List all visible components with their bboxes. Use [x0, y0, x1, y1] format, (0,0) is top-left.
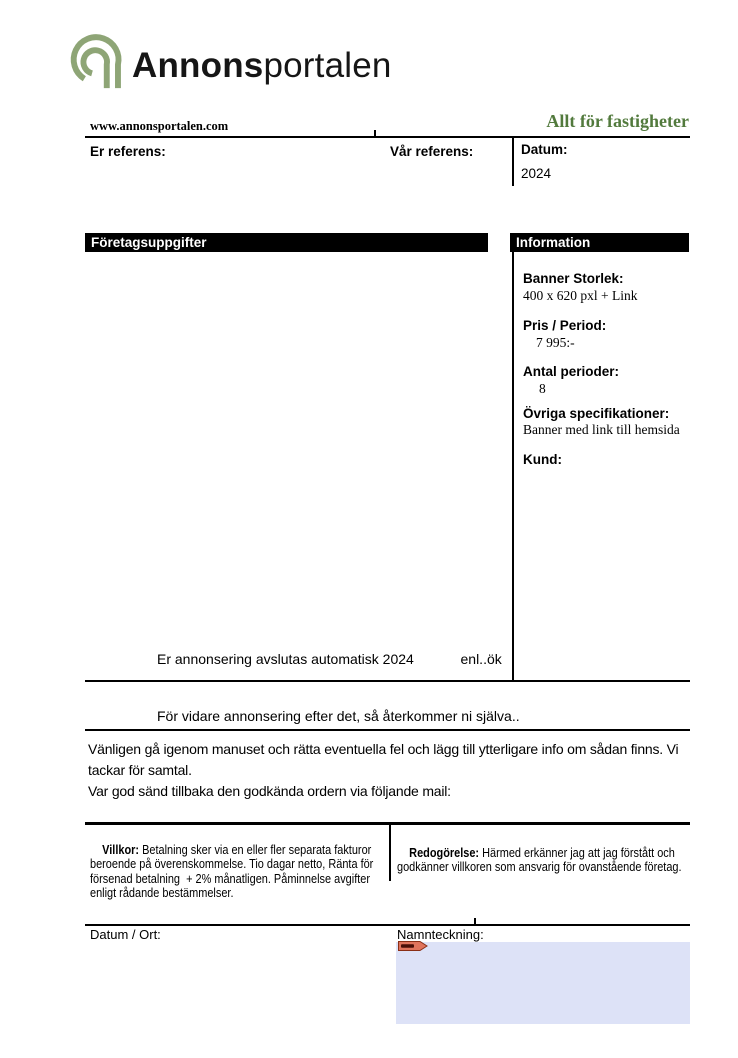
- website-url: www.annonsportalen.com: [90, 119, 229, 133]
- datum-ort-label: Datum / Ort:: [90, 927, 161, 942]
- signature-field[interactable]: [396, 942, 690, 1024]
- brand-wordmark-bold: Annons: [132, 46, 264, 85]
- datum-column-divider: [512, 136, 514, 186]
- sign-here-tag-text-blob: [401, 944, 414, 948]
- proofread-paragraph: Vänligen gå igenom manuset och rätta eventuella fel och lägg till ytterligare info om sådan finns. Vi tackar för samtal.: [88, 741, 679, 778]
- terms-top-rule: [85, 822, 690, 825]
- namnteckning-label: Namnteckning:: [397, 927, 484, 942]
- banner-storlek-label: Banner Storlek:: [523, 271, 624, 286]
- section-bar-foretagsuppgifter: [85, 233, 488, 252]
- header-rule: [85, 136, 690, 138]
- redogorelse-text: Härmed erkänner jag att jag förstått och godkänner villkoren som ansvarig för ovanstående företag.: [397, 845, 682, 875]
- pris-period-value: 7 995:-: [536, 335, 575, 350]
- brand-wordmark-rest: portalen: [263, 46, 392, 85]
- section-bar-information: [510, 233, 689, 252]
- signature-rule-tick: [474, 918, 476, 924]
- var-referens-label: Vår referens:: [390, 144, 474, 159]
- ovriga-specifikationer-label: Övriga specifikationer:: [523, 406, 670, 421]
- er-referens-label: Er referens:: [90, 144, 166, 159]
- antal-perioder-value: 8: [539, 381, 546, 396]
- kund-label: Kund:: [523, 452, 562, 467]
- villkor-label: Villkor:: [102, 842, 140, 857]
- ovriga-specifikationer-value: Banner med link till hemsida: [523, 422, 680, 437]
- tagline: Allt för fastigheter: [546, 111, 689, 131]
- sign-here-arrow-tag[interactable]: [398, 941, 428, 951]
- redogorelse-label: Redogörelse:: [409, 845, 480, 860]
- terms-column-divider: [389, 822, 391, 881]
- return-order-paragraph: Var god sänd tillbaka den godkända ordern via följande mail:: [88, 783, 451, 799]
- villkor-text-block: [90, 828, 381, 916]
- auto-end-notice-line2: För vidare annonsering efter det, så återkommer ni själva..: [157, 708, 520, 724]
- body-top-rule: [85, 729, 690, 731]
- redogorelse-text-block: [397, 831, 686, 889]
- header-rule-tick: [374, 130, 376, 137]
- villkor-text: Betalning sker via en eller fler separata fakturor beroende på överenskommelse. Tio dagar netto, Ränta för försenad betalning + 2% månatligen. Påminnelse avgifter enligt rådande bestämmelser.: [90, 842, 377, 901]
- brand-wordmark: [132, 48, 392, 83]
- information-header: Information: [516, 235, 591, 250]
- auto-end-notice-line1: Er annonsering avslutas automatisk 2024 enl..ök: [157, 651, 502, 667]
- signature-top-rule: [85, 924, 690, 926]
- antal-perioder-label: Antal perioder:: [523, 364, 620, 379]
- datum-value: 2024: [521, 166, 552, 181]
- datum-label: Datum:: [521, 142, 568, 157]
- pris-period-label: Pris / Period:: [523, 318, 607, 333]
- annonsportalen-spiral-a-icon: [69, 31, 128, 91]
- banner-storlek-value: 400 x 620 pxl + Link: [523, 288, 638, 303]
- foretagsuppgifter-header: Företagsuppgifter: [91, 235, 207, 250]
